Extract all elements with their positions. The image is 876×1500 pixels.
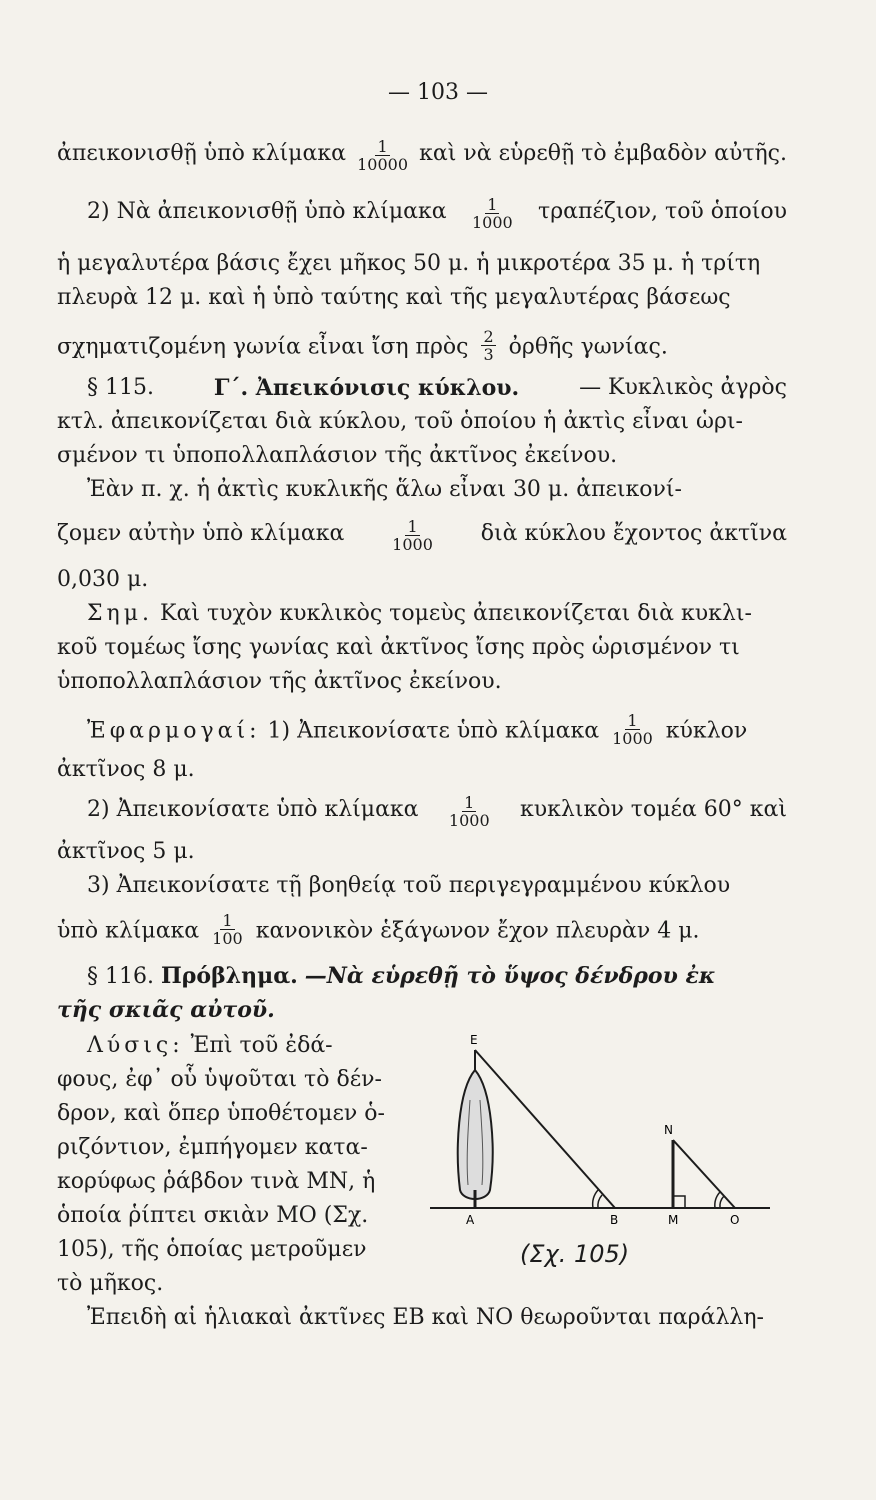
tree-shadow-figure — [430, 1030, 780, 1230]
text-line-1 — [57, 137, 787, 175]
text-line-3: ἡ μεγαλυτέρα βάσις ἔχει μῆκος 50 μ. ἡ μικροτέρα 35 μ. ἡ τρίτη — [57, 251, 761, 276]
label-o: O — [730, 1213, 740, 1227]
solution-label: Λύσις: — [87, 1033, 184, 1058]
text-segment: 2) Νὰ ἀπεικονισθῇ ὑπὸ κλίμακα — [87, 199, 447, 224]
fraction-denominator: 3 — [483, 345, 494, 364]
text-line-17 — [87, 793, 787, 831]
fraction-numerator: 1 — [464, 793, 475, 812]
label-a: A — [466, 1213, 475, 1227]
section-heading: Γ΄. Ἀπεικόνισις κύκλου. — [213, 375, 520, 401]
text-line-20 — [57, 911, 787, 949]
right-angle-marker — [673, 1196, 685, 1208]
text-segment: διὰ κύκλου ἔχοντος ἀκτῖνα — [480, 521, 787, 546]
text-line-23 — [87, 1032, 427, 1060]
text-line-11: 0,030 μ. — [57, 567, 149, 592]
text-segment: κυκλικὸν τομέα 60° καὶ — [520, 797, 787, 822]
note-label: Σημ. — [87, 601, 154, 626]
fraction-denominator: 10000 — [357, 155, 408, 174]
text-line-16: ἀκτῖνος 8 μ. — [57, 757, 195, 782]
text-line-25: δρον, καὶ ὅπερ ὑποθέτομεν ὁ- — [57, 1101, 385, 1126]
fraction-denominator: 1000 — [471, 213, 513, 232]
text-line-22: τῆς σκιᾶς αὐτοῦ. — [57, 997, 275, 1023]
text-segment: κανονικὸν ἑξάγωνον ἔχον πλευρὰν 4 μ. — [255, 918, 700, 944]
label-n: N — [664, 1123, 673, 1137]
text-segment: Καὶ τυχὸν κυκλικὸς τομεὺς ἀπεικονίζεται διὰ κυκλι- — [160, 601, 752, 626]
label-b: B — [610, 1213, 619, 1227]
text-segment: 2) Ἀπεικονίσατε ὑπὸ κλίμακα — [87, 797, 419, 822]
text-line-24: φους, ἐφ᾽ οὗ ὑψοῦται τὸ δέν- — [57, 1067, 382, 1092]
text-line-30: τὸ μῆκος. — [57, 1271, 164, 1296]
fraction-denominator: 1000 — [392, 535, 433, 554]
text-segment: ὑπὸ κλίμακα — [57, 918, 200, 944]
fraction-numerator: 1 — [627, 711, 638, 730]
fraction-numerator: 2 — [483, 327, 494, 346]
text-segment: κύκλον — [665, 718, 748, 744]
text-line-4: πλευρὰ 12 μ. καὶ ἡ ὑπὸ ταύτης καὶ τῆς μεγαλυτέρας βάσεως — [57, 285, 731, 310]
text-line-18: ἀκτῖνος 5 μ. — [57, 839, 195, 864]
text-segment: Ἐπὶ τοῦ ἐδά- — [190, 1033, 333, 1058]
text-line-14: ὑποπολλαπλάσιον τῆς ἀκτῖνος ἐκείνου. — [57, 669, 502, 694]
fraction-denominator: 100 — [212, 929, 243, 948]
text-line-12 — [87, 600, 787, 628]
text-line-2 — [87, 195, 787, 233]
fraction — [449, 794, 490, 829]
fraction-numerator: 1 — [377, 137, 388, 156]
section-heading: Πρόβλημα. — [160, 963, 298, 989]
text-line-29: 105), τῆς ὁποίας μετροῦμεν — [57, 1237, 367, 1262]
text-segment: ὀρθῆς γωνίας. — [508, 334, 668, 360]
fraction — [392, 518, 433, 553]
text-segment: ζομεν αὐτὴν ὑπὸ κλίμακα — [57, 521, 345, 546]
angle-arc-o-inner — [720, 1196, 724, 1208]
problem-statement: —Νὰ εὑρεθῇ τὸ ὕψος δένδρου ἐκ — [304, 963, 716, 989]
text-line-7: κτλ. ἀπεικονίζεται διὰ κύκλου, τοῦ ὁποίου ἡ ἀκτὶς εἶναι ὡρι- — [57, 409, 743, 434]
fraction-numerator: 1 — [407, 517, 418, 536]
fraction-numerator: 1 — [487, 195, 498, 214]
text-segment: σχηματιζομένη γωνία εἶναι ἴση πρὸς — [57, 334, 469, 360]
fraction-denominator: 1000 — [612, 729, 653, 748]
label-e: E — [470, 1033, 478, 1047]
label-m: M — [668, 1213, 679, 1227]
text-segment: 1) Ἀπεικονίσατε ὑπὸ κλίμακα — [267, 718, 600, 744]
text-line-9: Ἐὰν π. χ. ἡ ἀκτὶς κυκλικῆς ἅλω εἶναι 30 μ. ἀπεικονί- — [87, 477, 682, 502]
text-line-13: κοῦ τομέως ἴσης γωνίας καὶ ἀκτῖνος ἴσης πρὸς ὡρισμένον τι — [57, 635, 740, 660]
text-line-15 — [87, 711, 787, 749]
text-segment: — Κυκλικὸς ἀγρὸς — [579, 375, 787, 400]
text-line-27: κορύφως ῥάβδον τινὰ ΜΝ, ἡ — [57, 1169, 376, 1194]
fraction-denominator: 1000 — [448, 811, 490, 830]
sun-ray-no — [673, 1140, 735, 1208]
section-number: § 115. — [87, 375, 154, 400]
fraction — [481, 328, 495, 363]
text-line-19: 3) Ἀπεικονίσατε τῇ βοηθείᾳ τοῦ περιγεγραμμένου κύκλου — [87, 873, 731, 898]
text-segment: καὶ νὰ εὑρεθῇ τὸ ἐμβαδὸν αὐτῆς. — [419, 141, 787, 166]
sun-ray-eb — [475, 1050, 615, 1208]
fraction-numerator: 1 — [222, 911, 233, 930]
text-line-31: Ἐπειδὴ αἱ ἡλιακαὶ ἀκτῖνες ΕΒ καὶ ΝΟ θεωροῦνται παράλλη- — [87, 1305, 764, 1330]
fraction — [472, 196, 513, 231]
text-line-5 — [57, 327, 787, 365]
text-line-21 — [87, 962, 787, 991]
text-segment: ἀπεικονισθῇ ὑπὸ κλίμακα — [57, 141, 346, 166]
section-number: § 116. — [87, 964, 154, 989]
text-line-8: σμένον τι ὑποπολλαπλάσιον τῆς ἀκτῖνος ἐκείνου. — [57, 443, 618, 468]
tree-foliage — [458, 1070, 493, 1199]
fraction — [212, 912, 243, 947]
text-line-6 — [87, 374, 787, 402]
text-line-26: ριζόντιον, ἐμπήγομεν κατα- — [57, 1135, 368, 1160]
text-line-10 — [57, 517, 787, 555]
page-number: — 103 — — [388, 80, 488, 105]
text-line-28: ὁποία ῥίπτει σκιὰν ΜΟ (Σχ. — [57, 1203, 369, 1228]
exercises-label: Ἐφαρμογαί: — [87, 718, 261, 744]
fraction — [357, 138, 408, 173]
figure-caption: (Σχ. 105) — [520, 1240, 630, 1268]
text-segment: τραπέζιον, τοῦ ὁποίου — [538, 199, 787, 224]
angle-arc-b-inner — [598, 1195, 602, 1208]
fraction — [612, 712, 653, 747]
